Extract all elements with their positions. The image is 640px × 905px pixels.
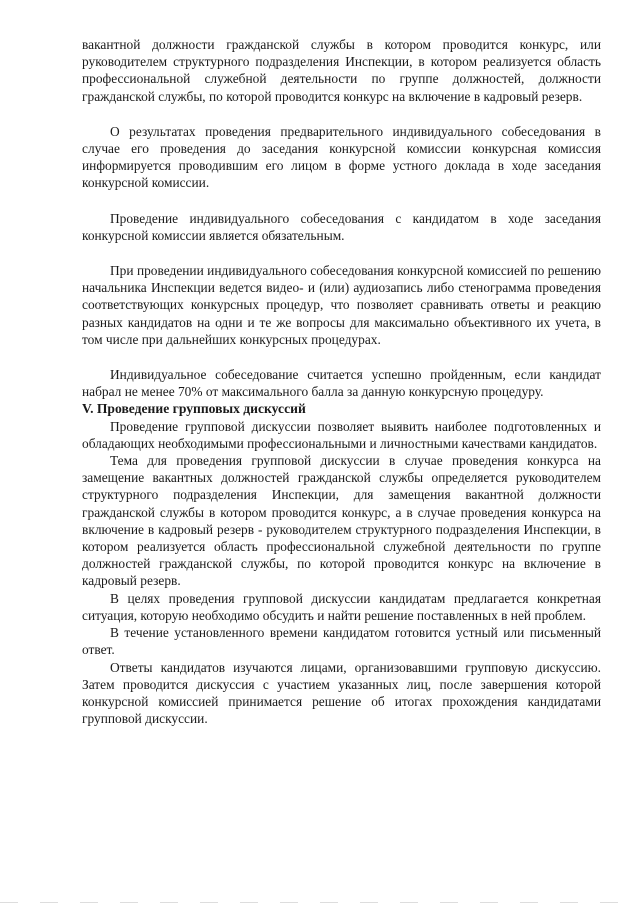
paragraph-answers-review: Ответы кандидатов изучаются лицами, организовавшими групповую дискуссию. Затем проводится дискуссия с участием указанных лиц, после завершения которой конкурсной комиссией принимается решение об итогах прохождения кандидатами групповой дискуссии.	[82, 659, 601, 727]
paragraph-continuation: вакантной должности гражданской службы в котором проводится конкурс, или руководителем структурного подразделения Инспекции, в котором реализуется область профессиональной служебной деятельности по группе должностей, должности гражданской службы, по которой проводится конкурс на включение в кадровый резерв.	[82, 37, 601, 104]
paragraph-video-recording: При проведении индивидуального собеседования конкурсной комиссией по решению начальника Инспекции ведется видео- и (или) аудиозапись либо стенограмма проведения соответствующих конкурсных процедур, что позволяет сравнивать ответы и реакцию разных кандидатов на одни и те же вопросы для максимально объективного их учета, в том числе при дальнейших конкурсных процедурах.	[82, 263, 601, 347]
scan-edge-artifact	[0, 902, 640, 903]
paragraph-answer-preparation: В течение установленного времени кандидатом готовится устный или письменный ответ.	[82, 625, 601, 658]
paragraph-interview-mandatory: Проведение индивидуального собеседования с кандидатом в ходе заседания конкурсной комиссии является обязательным.	[82, 210, 601, 243]
paragraph-interview-passed: Индивидуальное собеседование считается успешно пройденным, если кандидат набрал не менее 70% от максимального балла за данную конкурсную процедуру.	[82, 367, 601, 400]
paragraph-discussion-situation: В целях проведения групповой дискуссии кандидатам предлагается конкретная ситуация, которую необходимо обсудить и найти решение поставленных в ней проблем.	[82, 590, 601, 623]
paragraph-discussion-topic: Тема для проведения групповой дискуссии в случае проведения конкурса на замещение вакантных должностей гражданской службы определяется руководителем структурного подразделения Инспекции, для замещения вакантной должности гражданской службы в котором проводится конкурс, а в случае проведения конкурса на включение в кадровый резерв - руководителем структурного подразделения Инспекции, в котором реализуется область профессиональной служебной деятельности по группе должностей гражданской службы, по которой проводится конкурс на включение в кадровый резерв.	[82, 453, 601, 589]
section-heading: V. Проведение групповых дискуссий	[82, 401, 306, 417]
paragraph-preliminary-interview-results: О результатах проведения предварительного индивидуального собеседования в случае его проведения до заседания конкурсной комиссии конкурсная комиссия информируется проводившим его лицом в форме устного доклада в ходе заседания конкурсной комиссии.	[82, 123, 601, 191]
paragraph-group-discussion-purpose: Проведение групповой дискуссии позволяет выявить наиболее подготовленных и обладающих необходимыми профессиональными и личностными качествами кандидатов.	[82, 418, 601, 451]
document-page	[82, 36, 601, 727]
